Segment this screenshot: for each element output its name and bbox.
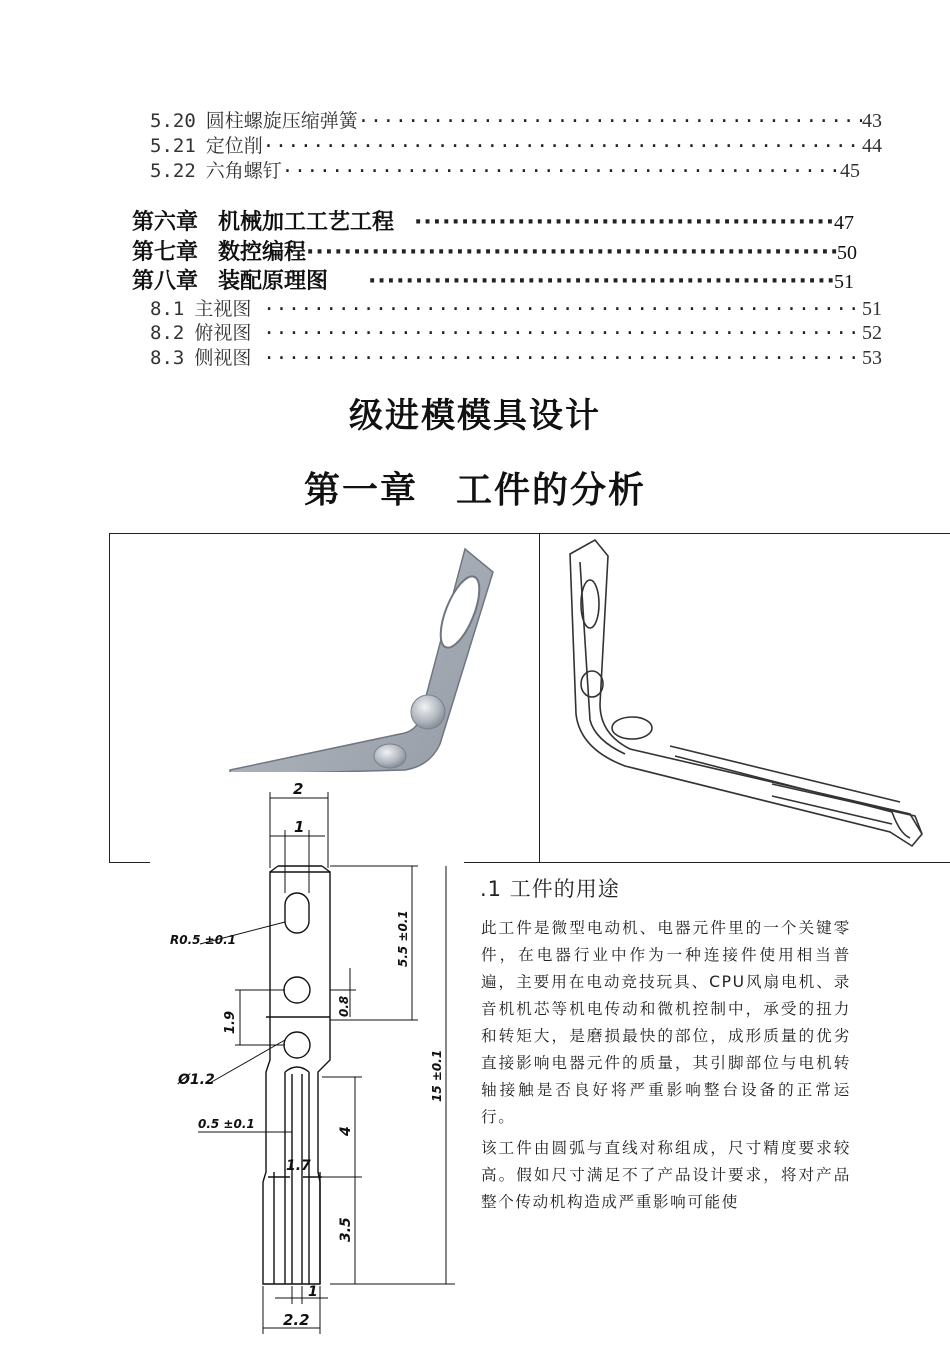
toc-chapter-page: 50 <box>837 242 857 264</box>
toc-leader-dots <box>306 240 837 265</box>
toc-leader-dots <box>263 135 862 157</box>
toc-entry-page: 44 <box>862 135 882 157</box>
toc-chapter-entry[interactable] <box>132 235 857 266</box>
dim-inner-width: 1.7 <box>286 1158 311 1174</box>
toc-leader-dots <box>358 110 862 132</box>
toc-chapter-title: 装配原理图 <box>218 269 329 294</box>
toc-leader-dots <box>282 160 840 182</box>
dim-hole-pitch: 1.9 <box>223 1010 238 1034</box>
toc-entry-number: 8.3 <box>150 347 185 369</box>
toc-entry-page: 43 <box>862 110 882 132</box>
chapter-title: 第一章 工件的分析 <box>303 470 646 511</box>
toc-entry-number: 5.22 <box>150 160 196 182</box>
toc-entry-page: 45 <box>840 160 860 182</box>
figure-panel-right <box>539 533 950 863</box>
toc-entry-number: 5.21 <box>150 135 196 157</box>
toc-entry[interactable] <box>150 343 882 370</box>
toc-leader-dots <box>263 298 862 320</box>
toc-leader-dots <box>263 322 862 344</box>
toc-entry-title: 侧视图 <box>194 347 252 369</box>
dim-slot-radius: R0.5 ±0.1 <box>170 933 236 947</box>
toc-entry[interactable] <box>150 318 882 345</box>
toc-leader-dots <box>414 210 834 235</box>
toc-entry-title: 六角螺钉 <box>205 160 282 182</box>
toc-entry-number: 8.2 <box>150 322 185 344</box>
toc-entry-page: 53 <box>862 347 882 369</box>
toc-leader-dots <box>263 347 862 369</box>
toc-chapter-title: 数控编程 <box>218 240 307 265</box>
section-paragraph: 此工件是微型电动机、电器元件里的一个关键零件，在电器行业中作为一种连接件使用相当普遍，主要用在电动竞技玩具、CPU风扇电机、录音机机芯等机电传动和微机控制中，承受的扭力和转矩大，是磨损最快的部位，成形质量的优劣直接影响电器元件的质量，其引脚部位与电机转轴接触是否良好将严重影响整台设备的正常运行。 <box>481 919 851 1126</box>
toc-chapter-page: 51 <box>834 271 854 293</box>
toc-chapter-number: 第七章 <box>132 240 199 265</box>
toc-entry-page: 52 <box>862 322 882 344</box>
toc-entry-page: 51 <box>862 298 882 320</box>
dim-hole-diameter: Ø1.2 <box>178 1072 215 1088</box>
toc-entry-title: 定位削 <box>205 135 263 157</box>
toc-entry-title: 圆柱螺旋压缩弹簧 <box>205 110 358 132</box>
dim-lower-length: 3.5 <box>338 1217 354 1242</box>
dim-bottom-width: 2.2 <box>283 1311 310 1329</box>
document-title: 级进模模具设计 <box>349 396 601 436</box>
part-dimension-drawing <box>150 772 464 1342</box>
dim-bottom-inner: 1 <box>308 1284 318 1300</box>
dim-small-offset: 0.8 <box>337 995 351 1017</box>
dim-top-width: 2 <box>293 780 304 798</box>
toc-entry-number: 8.1 <box>150 298 185 320</box>
toc-entry[interactable] <box>150 106 882 133</box>
toc-entry[interactable] <box>150 294 882 321</box>
toc-entry[interactable] <box>150 156 860 183</box>
dim-slot-width: 1 <box>294 818 305 836</box>
dim-upper-length: 5.5 ±0.1 <box>396 910 410 967</box>
toc-entry[interactable] <box>150 131 882 158</box>
section-paragraph: 该工件由圆弧与直线对称组成，尺寸精度要求较高。假如尺寸满足不了产品设计要求，将对产品整个传动机构造成严重影响可能使 <box>481 1139 851 1211</box>
toc-chapter-title: 机械加工工艺工程 <box>218 210 395 235</box>
toc-entry-title: 主视图 <box>194 298 252 320</box>
toc-chapter-page: 47 <box>834 212 854 234</box>
toc-entry-title: 俯视图 <box>194 322 252 344</box>
toc-chapter-entry[interactable] <box>132 264 854 295</box>
toc-chapter-entry[interactable] <box>132 205 854 236</box>
engineering-drawing <box>150 772 464 1342</box>
dim-total-length: 15 ±0.1 <box>430 1049 444 1102</box>
dim-gap: 0.5 ±0.1 <box>198 1117 255 1131</box>
dim-middle-length: 4 <box>338 1126 354 1136</box>
toc-chapter-number: 第六章 <box>132 210 199 235</box>
toc-chapter-number: 第八章 <box>132 269 199 294</box>
toc-leader-dots <box>368 269 834 294</box>
toc-entry-number: 5.20 <box>150 110 196 132</box>
section-heading: .1 工件的用途 <box>480 877 620 901</box>
part-3d-render-wireframe <box>540 534 950 862</box>
